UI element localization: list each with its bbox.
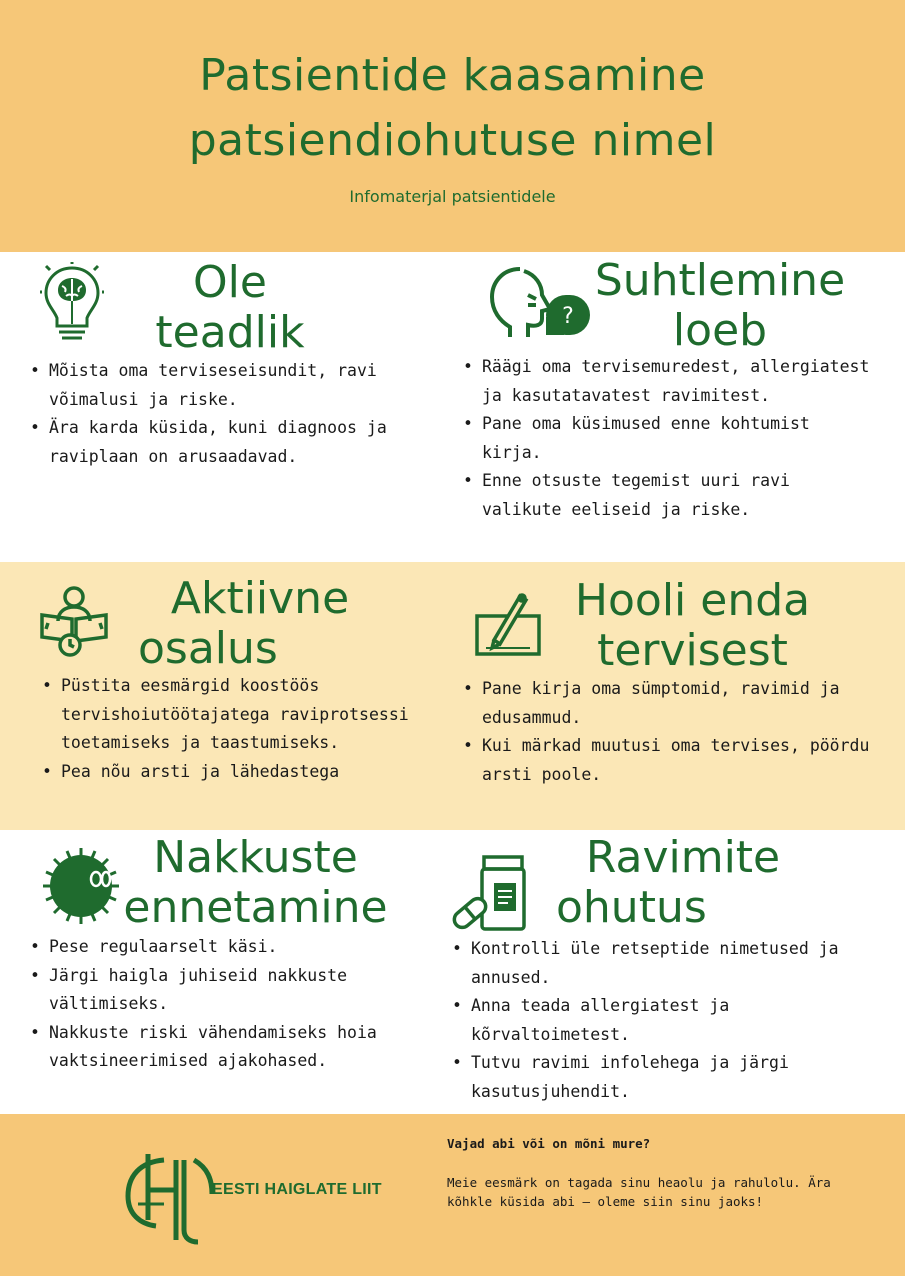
list-item: • Räägi oma tervisemuredest, allergiatest ja kasutatavatest ravimitest. [463,353,875,410]
section-title-line-1: Aktiivne [170,573,350,624]
bullet-list-ravimite-ohutus [452,935,872,1107]
section-title-hooli-enda-tervisest [560,576,825,676]
page-title-line-1: Patsientide kaasamine [199,50,706,101]
list-item: • Püstita eesmärgid koostöös tervishoiutöötajatega raviprotsessi toetamiseks ja taastumiseks. [42,672,452,758]
section-title-ravimite-ohutus [548,833,798,933]
pen-writing-icon [474,590,544,658]
section-title-line-1: Ole [193,257,267,308]
list-item: • Kui märkad muutusi oma tervises, pöördu arsti poole. [463,732,875,789]
section-title-line-2: teadlik [155,307,305,358]
list-item: • Pane kirja oma sümptomid, ravimid ja edusammud. [463,675,875,732]
speaking-head-question-icon [488,265,592,341]
page-subtitle: Infomaterjal patsientidele [349,187,556,206]
help-text: Meie eesmärk on tagada sinu heaolu ja rahulolu. Ära kõhkle küsida abi – oleme siin sinu jaoks! [447,1175,831,1209]
section-title-line-1: Suhtlemine [594,255,846,306]
help-box [447,1136,887,1211]
section-title-aktiivne-osalus [130,574,360,674]
ehl-logo-mark-icon [124,1150,214,1250]
medicine-bottle-pill-icon [452,853,532,933]
section-title-nakkuste-ennetamine [118,833,393,933]
section-title-suhtlemine-loeb [585,256,855,356]
person-reading-icon [38,585,110,661]
logo-text: EESTI HAIGLATE LIIT [212,1181,382,1198]
list-item: • Järgi haigla juhiseid nakkuste vältimiseks. [30,962,442,1019]
page-title-line-2: patsiendiohutuse nimel [188,115,717,166]
bullet-list-ole-teadlik [30,357,440,471]
section-title-line-2: ohutus [556,882,707,933]
list-item: • Pese regulaarselt käsi. [30,933,442,962]
section-title-ole-teadlik [130,258,330,358]
list-item: • Enne otsuste tegemist uuri ravi valikute eeliseid ja riske. [463,467,875,524]
bullet-list-suhtlemine-loeb [463,353,875,525]
list-item: • Ära karda küsida, kuni diagnoos ja raviplaan on arusaadavad. [30,414,440,471]
list-item: • Kontrolli üle retseptide nimetused ja annused. [452,935,872,992]
lightbulb-brain-icon [40,262,104,346]
section-title-line-1: Nakkuste [153,832,358,883]
section-title-line-1: Ravimite [585,832,781,883]
list-item: • Pane oma küsimused enne kohtumist kirja. [463,410,875,467]
list-item: • Tutvu ravimi infolehega ja järgi kasutusjuhendit. [452,1049,872,1106]
svg-text:?: ? [562,304,574,329]
list-item: • Anna teada allergiatest ja kõrvaltoimetest. [452,992,872,1049]
section-title-line-2: loeb [672,305,768,356]
list-item: • Mõista oma terviseseisundit, ravi võimalusi ja riske. [30,357,440,414]
section-title-line-1: Hooli enda [574,575,811,626]
bullet-list-aktiivne-osalus [42,672,452,786]
germ-icon [40,846,122,926]
section-title-line-2: ennetamine [123,882,388,933]
list-item: • Nakkuste riski vähendamiseks hoia vaktsineerimised ajakohased. [30,1019,442,1076]
bullet-list-nakkuste-ennetamine [30,933,442,1076]
list-item: • Pea nõu arsti ja lähedastega [42,758,452,787]
section-title-line-2: tervisest [597,625,788,676]
bullet-list-hooli-enda-tervisest [463,675,875,789]
help-question: Vajad abi või on mõni mure? [447,1136,651,1151]
section-title-line-2: osalus [138,623,278,674]
